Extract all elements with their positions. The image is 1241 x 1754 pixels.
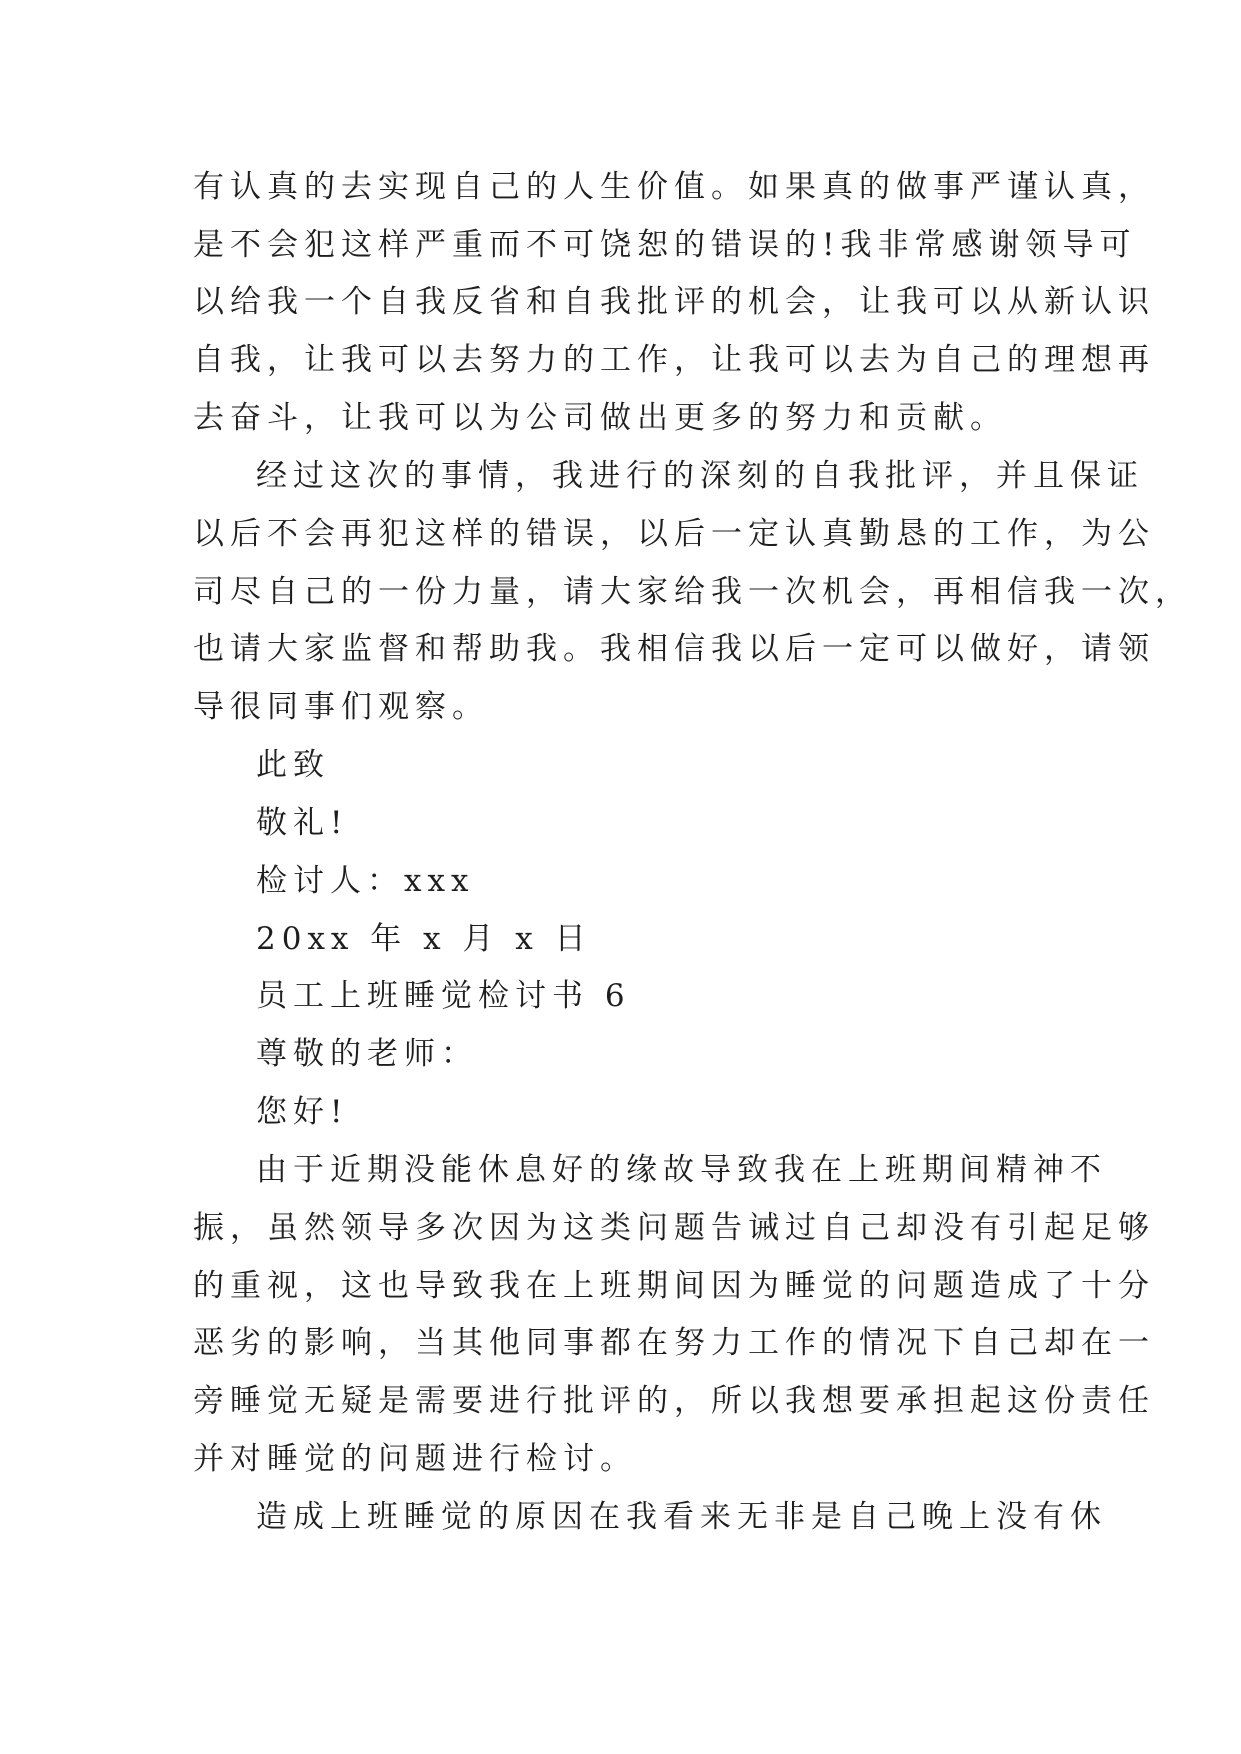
text-line: 恶劣的影响，当其他同事都在努力工作的情况下自己却在一 <box>193 1325 1155 1361</box>
text-line: 并对睡觉的问题进行检讨。 <box>193 1441 637 1477</box>
greeting-recipient: 尊敬的老师： <box>256 1036 478 1072</box>
text-line: 司尽自己的一份力量，请大家给我一次机会，再相信我一次， <box>193 574 1192 610</box>
paragraph-first-line: 造成上班睡觉的原因在我看来无非是自己晚上没有休 <box>256 1499 1107 1535</box>
signature-name: 检讨人：xxx <box>256 863 475 899</box>
text-line: 也请大家监督和帮助我。我相信我以后一定可以做好，请领 <box>193 631 1155 667</box>
closing-regards: 敬礼! <box>256 805 349 841</box>
closing-salutation: 此致 <box>256 747 330 783</box>
paragraph-first-line: 经过这次的事情，我进行的深刻的自我批评，并且保证 <box>256 458 1144 494</box>
text-line: 振，虽然领导多次因为这类问题告诫过自己却没有引起足够 <box>193 1210 1155 1246</box>
greeting: 您好! <box>256 1094 349 1130</box>
text-line: 自我，让我可以去努力的工作，让我可以去为自己的理想再 <box>193 342 1155 378</box>
text-line: 以后不会再犯这样的错误，以后一定认真勤恳的工作，为公 <box>193 516 1155 552</box>
text-line: 有认真的去实现自己的人生价值。如果真的做事严谨认真， <box>193 169 1155 205</box>
text-line: 去奋斗，让我可以为公司做出更多的努力和贡献。 <box>193 400 1007 436</box>
text-line: 旁睡觉无疑是需要进行批评的，所以我想要承担起这份责任 <box>193 1383 1155 1419</box>
text-line: 以给我一个自我反省和自我批评的机会，让我可以从新认识 <box>193 284 1155 320</box>
paragraph-first-line: 由于近期没能休息好的缘故导致我在上班期间精神不 <box>256 1152 1107 1188</box>
signature-date: 20xx 年 x 月 x 日 <box>256 921 592 957</box>
text-line: 是不会犯这样严重而不可饶恕的错误的!我非常感谢领导可 <box>193 227 1137 263</box>
text-line: 导很同事们观察。 <box>193 689 489 725</box>
text-line: 的重视，这也导致我在上班期间因为睡觉的问题造成了十分 <box>193 1268 1155 1304</box>
section-title: 员工上班睡觉检讨书 6 <box>256 978 631 1014</box>
